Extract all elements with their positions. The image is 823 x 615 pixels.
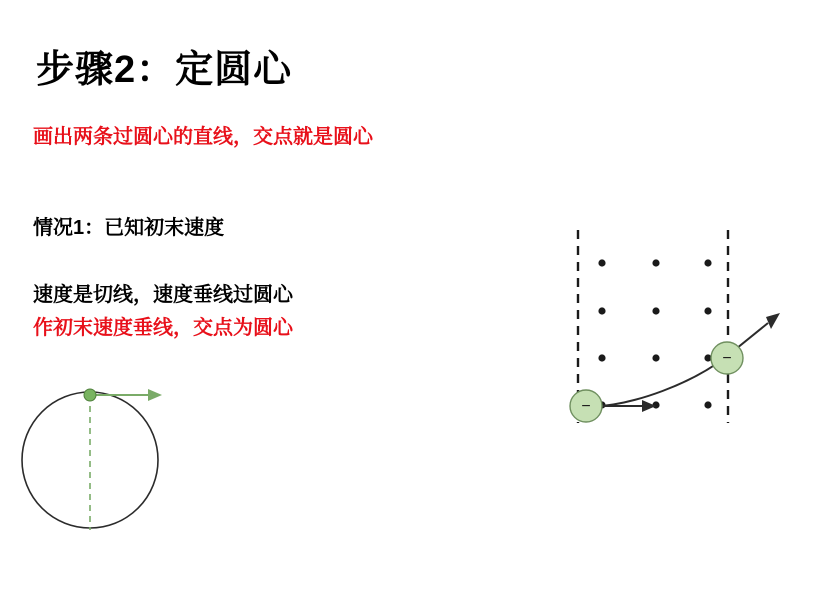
entry-charge-sign: − <box>581 398 591 415</box>
initial-velocity-arrow-head <box>642 400 656 412</box>
figure-field-region <box>540 225 810 445</box>
exit-charge-sign: − <box>722 350 732 367</box>
field-dot-grid <box>598 259 711 408</box>
green-point-on-top <box>84 389 96 401</box>
trajectory-arrow-head <box>766 313 780 329</box>
figure-circle-tangent <box>20 375 250 575</box>
statement-red-text: 作初末速度垂线，交点为圆心 <box>33 317 293 339</box>
case-label-text: 情况1：已知初末速度 <box>33 217 225 239</box>
page-title: 步骤2：定圆心 <box>36 49 293 91</box>
subtitle-red-text: 画出两条过圆心的直线，交点就是圆心 <box>33 126 373 148</box>
green-velocity-arrow-head <box>148 389 162 401</box>
statement-black-text: 速度是切线，速度垂线过圆心 <box>33 284 293 306</box>
circle-tangent-svg <box>20 375 250 575</box>
field-region-svg <box>540 225 810 445</box>
